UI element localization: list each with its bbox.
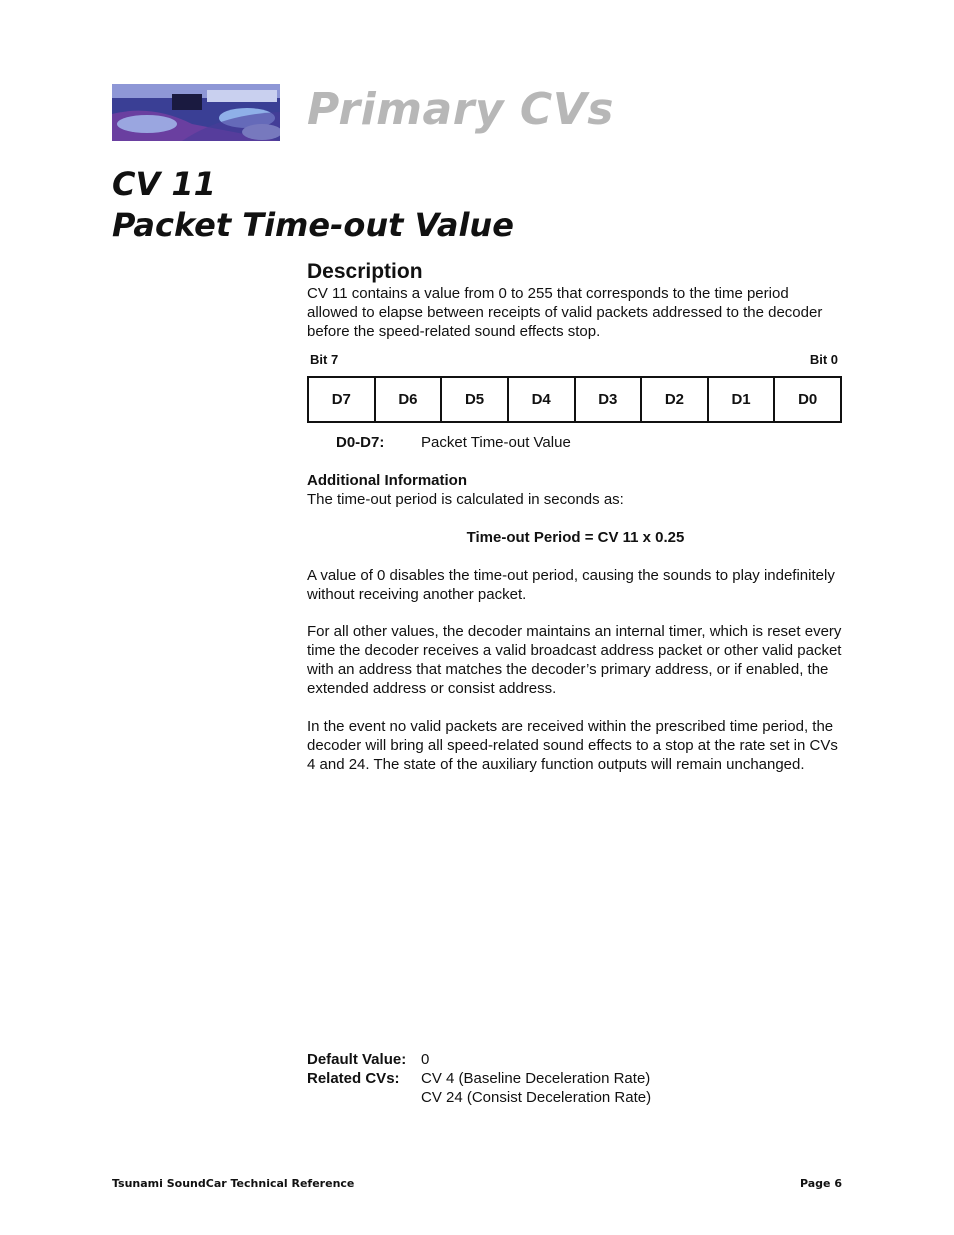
cv-name: Packet Time-out Value xyxy=(112,206,514,244)
default-value: 0 xyxy=(421,1051,430,1068)
bit-left-label: Bit 7 xyxy=(310,352,339,367)
bit-legend-key: D0-D7: xyxy=(336,434,385,451)
additional-para-1: A value of 0 disables the time-out period, causing the sounds to play indefinitely without receiving another packet. xyxy=(307,567,835,603)
additional-para-3: In the event no valid packets are received within the prescribed time period, the decoder will bring all speed-related sound effects to a stop at the rate set in CVs 4 and 24. The state of the auxiliary function outputs will remain unchanged. xyxy=(307,718,838,773)
cv-number: CV 11 xyxy=(112,165,216,203)
related-cv-item: CV 4 (Baseline Deceleration Rate) xyxy=(421,1070,651,1087)
page-header-title: Primary CVs xyxy=(307,84,614,135)
footer-title: Tsunami SoundCar Technical Reference xyxy=(112,1177,355,1190)
bit-cell: D5 xyxy=(441,377,508,422)
page-number: Page 6 xyxy=(799,1177,842,1190)
additional-intro: The time-out period is calculated in seconds as: xyxy=(307,491,624,508)
description-title: Description xyxy=(307,260,423,283)
related-cvs-label: Related CVs: xyxy=(307,1070,400,1087)
bit-cell: D3 xyxy=(575,377,642,422)
cv-heading xyxy=(112,164,514,246)
bit-cell: D2 xyxy=(641,377,708,422)
additional-info-section xyxy=(307,471,842,774)
additional-title: Additional Information xyxy=(307,472,467,489)
description-section xyxy=(307,260,842,341)
bit-cell: D4 xyxy=(508,377,575,422)
bit-cell: D0 xyxy=(774,377,841,422)
bit-cell: D1 xyxy=(708,377,775,422)
train-interior-photo xyxy=(112,84,280,141)
default-value-label: Default Value: xyxy=(307,1051,407,1068)
bit-right-label: Bit 0 xyxy=(809,352,838,367)
additional-para-2: For all other values, the decoder maintains an internal timer, which is reset every time the decoder receives a valid broadcast address packet or other valid packet with an address that matches the decoder’s primary address, or if enabled, the extended address or consist address. xyxy=(307,623,842,697)
related-cv-item: CV 24 (Consist Deceleration Rate) xyxy=(421,1089,652,1106)
formula: Time-out Period = CV 11 x 0.25 xyxy=(466,529,685,546)
bit-legend-value: Packet Time-out Value xyxy=(421,434,571,451)
bit-cell: D7 xyxy=(308,377,375,422)
bit-table xyxy=(307,376,842,423)
description-text: CV 11 contains a value from 0 to 255 that corresponds to the time period allowed to elapse between receipts of valid packets addressed to the decoder before the speed-related sound effects stop. xyxy=(307,285,823,340)
bit-cell: D6 xyxy=(375,377,442,422)
